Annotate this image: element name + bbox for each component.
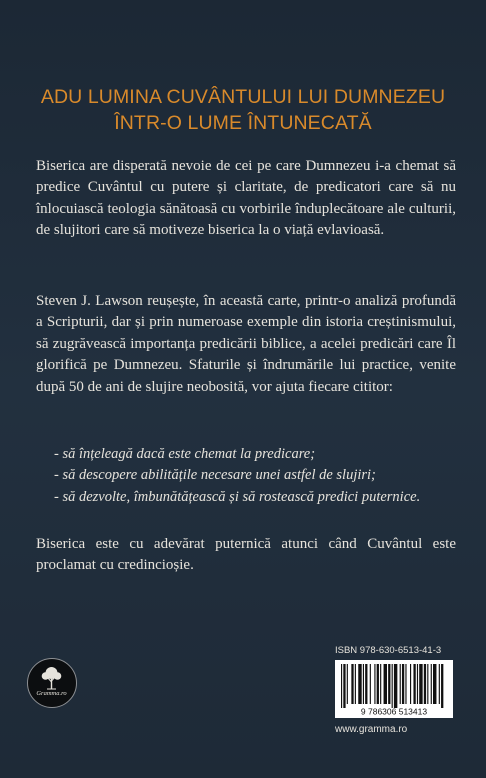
barcode-bar bbox=[405, 664, 406, 704]
paragraph-closing: Biserica este cu adevărat puternică atunci când Cuvântul este proclamat cu credincioșie. bbox=[36, 536, 456, 574]
benefits-list bbox=[54, 444, 454, 508]
barcode-bar bbox=[402, 664, 404, 704]
barcode-bar bbox=[384, 664, 387, 704]
publisher-logo bbox=[27, 658, 77, 708]
tree-icon bbox=[28, 659, 75, 706]
barcode-bar bbox=[441, 664, 443, 708]
barcode-bar bbox=[413, 664, 415, 704]
barcode-bar bbox=[341, 664, 342, 708]
headline-line-2: ÎNTR-O LUME ÎNTUNECATĂ bbox=[114, 112, 372, 134]
barcode-bar bbox=[392, 664, 393, 708]
barcode-bar bbox=[347, 664, 348, 704]
barcode-bar bbox=[351, 664, 353, 704]
barcode-bar bbox=[427, 664, 428, 704]
barcode-bar bbox=[363, 664, 364, 704]
barcode-bar bbox=[439, 664, 440, 704]
barcode-bar bbox=[365, 664, 367, 704]
barcode-bar bbox=[377, 664, 379, 704]
barcode-bar bbox=[431, 664, 432, 704]
barcode-bar bbox=[380, 664, 381, 704]
logo-text: Gramma.ro bbox=[36, 690, 67, 697]
barcode-bar bbox=[417, 664, 418, 704]
isbn-label: ISBN 978-630-6513-41-3 bbox=[335, 645, 442, 656]
barcode-bar bbox=[424, 664, 426, 704]
barcode bbox=[335, 660, 453, 718]
barcode-bar bbox=[388, 664, 390, 704]
barcode-bar bbox=[343, 664, 345, 708]
barcode-bar bbox=[419, 664, 422, 704]
publisher-url: www.gramma.ro bbox=[335, 724, 408, 735]
barcode-graphic bbox=[335, 660, 453, 718]
paragraph-author: Steven J. Lawson reușește, în această carte, printr-o analiză profundă a Scripturii, dar și prin numeroase exemple din istoria creștinismului, să zugrăvească importanța predicării biblice, a acelei predicări care Îl glorifică pe Dumnezeu. Sfaturile și îndrumările lui practice, venite după 50 de ani de slujire neobosită, vor ajuta fiecare cititor: bbox=[36, 293, 456, 395]
barcode-bar bbox=[355, 664, 356, 704]
headline-line-1: ADU LUMINA CUVÂNTULUI LUI DUMNEZEU bbox=[40, 86, 446, 108]
barcode-bar bbox=[394, 664, 397, 708]
barcode-bar bbox=[370, 664, 371, 704]
list-item: - să descopere abilitățile necesare unei astfel de slujiri; bbox=[54, 467, 376, 484]
list-item: - să înțeleagă dacă este chemat la predicare; bbox=[54, 446, 316, 462]
paragraph-intro: Biserica are disperată nevoie de cei pe care Dumnezeu i-a chemat să predice Cuvântul cu putere și claritate, de predicatori care să nu înlocuiască teologia sănătoasă cu vorbirile înduplecătoare ale culturii, de slujitori care să motiveze biserica la o viață evlavioasă. bbox=[36, 158, 456, 239]
barcode-digits: 9 786306 513413 bbox=[360, 706, 428, 717]
barcode-bar bbox=[400, 664, 401, 704]
barcode-bar bbox=[433, 664, 436, 704]
barcode-bar bbox=[374, 664, 375, 704]
barcode-bar bbox=[358, 664, 361, 704]
cover-headline bbox=[0, 84, 486, 136]
barcode-bar bbox=[410, 664, 411, 704]
list-item: - să dezvolte, îmbunătățească și să rostească predici puternice. bbox=[54, 488, 421, 505]
